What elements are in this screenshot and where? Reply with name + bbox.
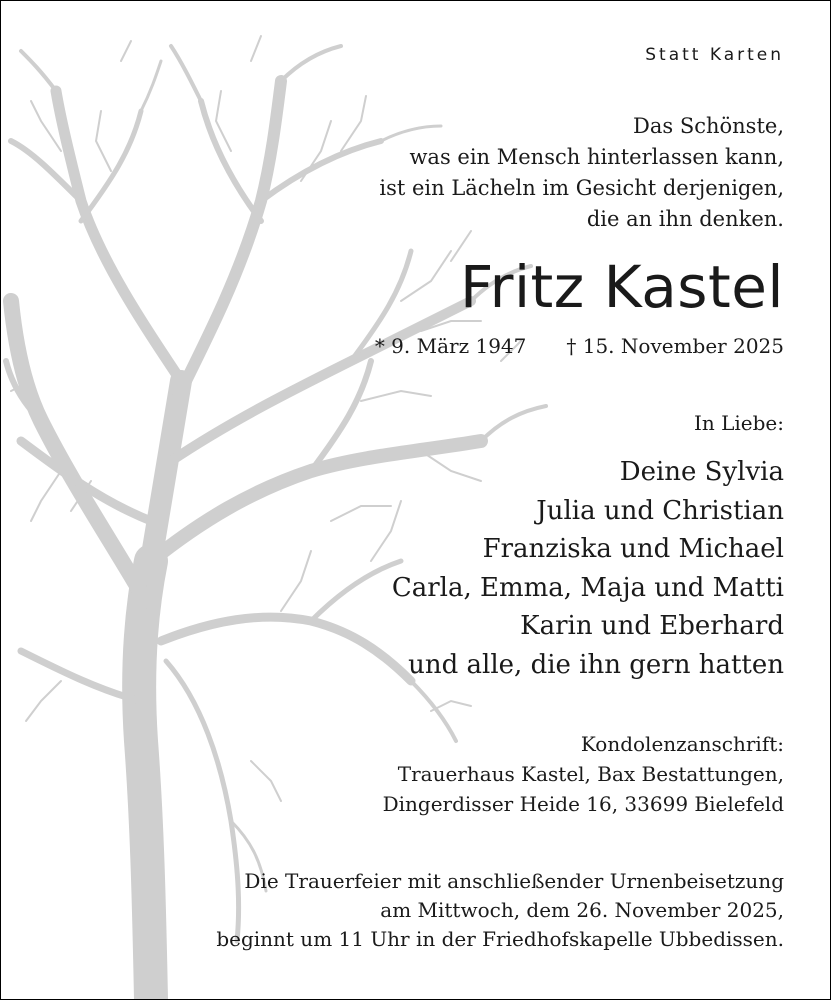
birth-date: * 9. März 1947 (374, 334, 527, 358)
quote-line: Das Schönste, (633, 114, 784, 138)
condolence-line: Trauerhaus Kastel, Bax Bestattungen, (397, 762, 784, 786)
condolence-line: Kondolenzanschrift: (580, 732, 784, 756)
quote-line: ist ein Lächeln im Gesicht derjenigen, (379, 176, 784, 200)
funeral-line: beginnt um 11 Uhr in der Friedhofskapelle Ubbedissen. (216, 927, 784, 951)
family-member: Deine Sylvia (619, 457, 784, 487)
death-date: † 15. November 2025 (566, 334, 784, 358)
quote-line: die an ihn denken. (586, 207, 784, 231)
life-dates (375, 334, 784, 358)
condolence-line: Dingerdisser Heide 16, 33699 Bielefeld (382, 792, 784, 816)
family-member: Franziska und Michael (482, 534, 784, 564)
header-statt-karten: Statt Karten (645, 45, 784, 65)
funeral-line: am Mittwoch, dem 26. November 2025, (380, 898, 784, 922)
in-love-label: In Liebe: (693, 411, 784, 435)
deceased-name: Fritz Kastel (459, 253, 784, 321)
family-member: Carla, Emma, Maja und Matti (391, 572, 784, 603)
memorial-quote (379, 111, 784, 235)
family-member: Karin und Eberhard (520, 611, 784, 641)
condolence-address (383, 729, 784, 819)
funeral-notice (216, 867, 784, 954)
quote-line: was ein Mensch hinterlassen kann, (409, 145, 784, 169)
family-member: Julia und Christian (536, 495, 784, 526)
family-list (392, 453, 784, 684)
family-member: und alle, die ihn gern hatten (408, 649, 784, 680)
funeral-line: Die Trauerfeier mit anschließender Urnenbeisetzung (244, 869, 784, 893)
